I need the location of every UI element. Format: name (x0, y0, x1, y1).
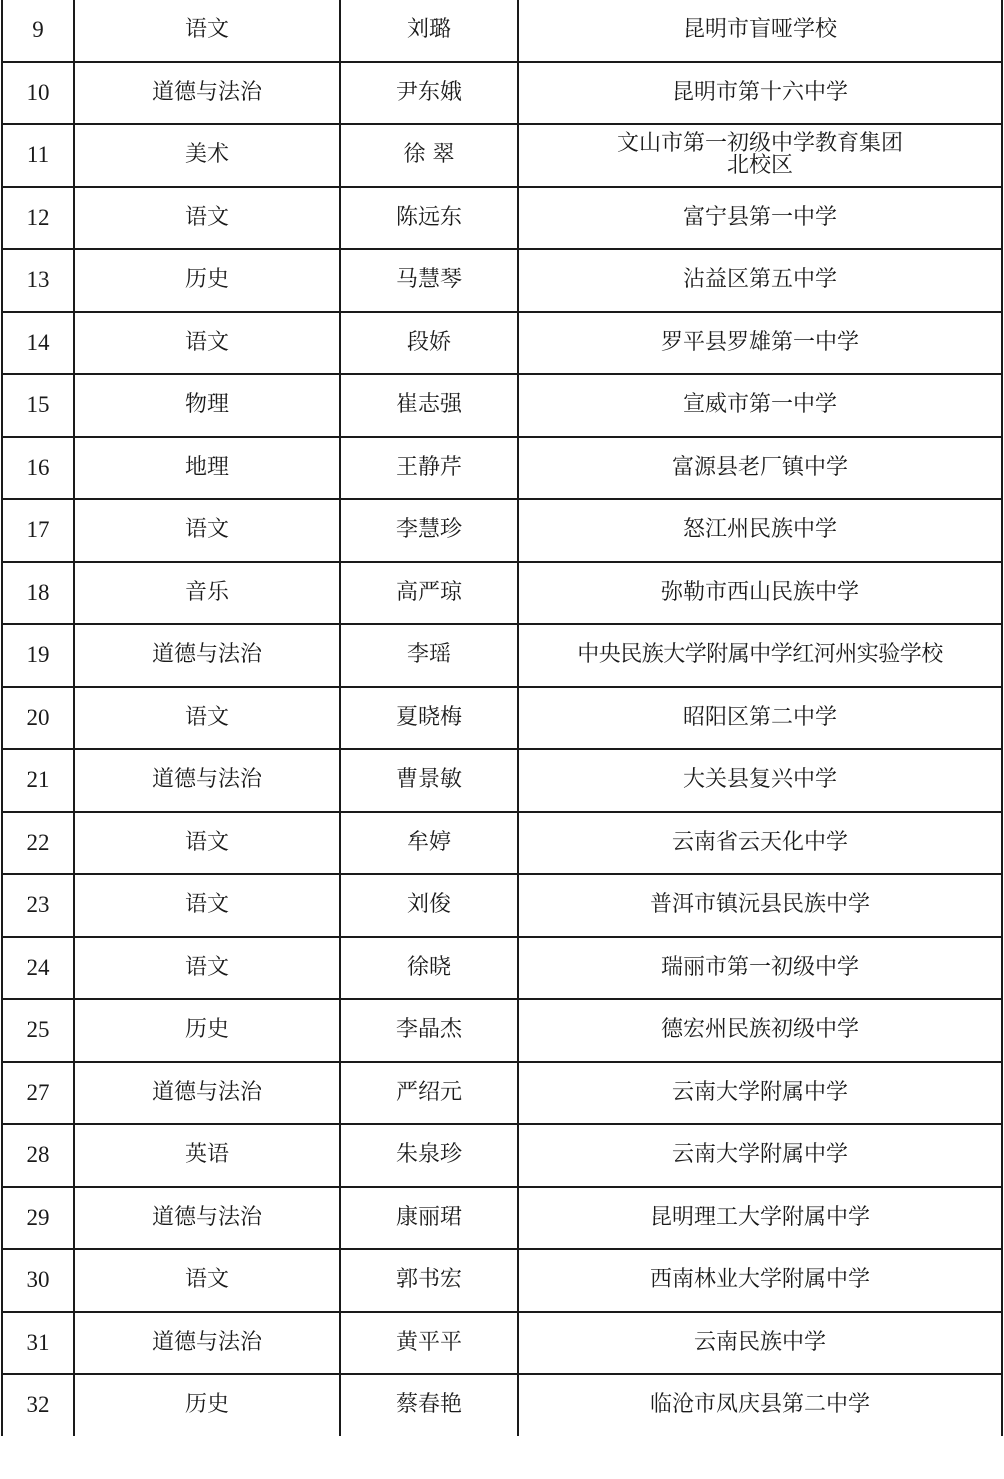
row-number: 12 (2, 187, 74, 250)
teacher-name-cell: 蔡春艳 (340, 1374, 518, 1436)
school-cell: 云南大学附属中学 (518, 1124, 1002, 1187)
row-number: 22 (2, 812, 74, 875)
teacher-name-cell: 刘俊 (340, 874, 518, 937)
school-cell: 昆明市盲哑学校 (518, 0, 1002, 62)
teacher-name-cell: 康丽珺 (340, 1187, 518, 1250)
table-row (2, 374, 1002, 437)
teacher-name-cell: 牟婷 (340, 812, 518, 875)
row-number: 13 (2, 249, 74, 312)
school-cell: 云南省云天化中学 (518, 812, 1002, 875)
subject-cell: 语文 (74, 812, 340, 875)
teacher-name-cell: 徐 翠 (340, 124, 518, 187)
table-row (2, 687, 1002, 750)
table-row (2, 1312, 1002, 1375)
school-cell: 云南民族中学 (518, 1312, 1002, 1375)
subject-cell: 道德与法治 (74, 1187, 340, 1250)
school-cell: 中央民族大学附属中学红河州实验学校 (518, 624, 1002, 687)
school-cell: 沾益区第五中学 (518, 249, 1002, 312)
school-cell: 怒江州民族中学 (518, 499, 1002, 562)
school-cell: 弥勒市西山民族中学 (518, 562, 1002, 625)
school-cell: 宣威市第一中学 (518, 374, 1002, 437)
teacher-name-cell: 王静芹 (340, 437, 518, 500)
subject-cell: 美术 (74, 124, 340, 187)
row-number: 30 (2, 1249, 74, 1312)
row-number: 20 (2, 687, 74, 750)
row-number: 18 (2, 562, 74, 625)
teacher-name-cell: 段娇 (340, 312, 518, 375)
roster-body (2, 0, 1002, 1436)
subject-cell: 语文 (74, 937, 340, 1000)
school-cell: 普洱市镇沅县民族中学 (518, 874, 1002, 937)
subject-cell: 道德与法治 (74, 1062, 340, 1125)
table-row (2, 1124, 1002, 1187)
table-row (2, 187, 1002, 250)
school-cell: 昆明理工大学附属中学 (518, 1187, 1002, 1250)
teacher-name-cell: 刘璐 (340, 0, 518, 62)
subject-cell: 音乐 (74, 562, 340, 625)
subject-cell: 历史 (74, 249, 340, 312)
school-cell: 大关县复兴中学 (518, 749, 1002, 812)
subject-cell: 物理 (74, 374, 340, 437)
row-number: 25 (2, 999, 74, 1062)
row-number: 29 (2, 1187, 74, 1250)
table-row (2, 249, 1002, 312)
row-number: 31 (2, 1312, 74, 1375)
row-number: 9 (2, 0, 74, 62)
teacher-name-cell: 夏晓梅 (340, 687, 518, 750)
row-number: 10 (2, 62, 74, 125)
teacher-name-cell: 黄平平 (340, 1312, 518, 1375)
teacher-name-cell: 李瑶 (340, 624, 518, 687)
table-row (2, 0, 1002, 62)
subject-cell: 道德与法治 (74, 62, 340, 125)
teacher-name-cell: 徐晓 (340, 937, 518, 1000)
school-cell: 西南林业大学附属中学 (518, 1249, 1002, 1312)
teacher-name-cell: 马慧琴 (340, 249, 518, 312)
row-number: 16 (2, 437, 74, 500)
school-cell: 瑞丽市第一初级中学 (518, 937, 1002, 1000)
subject-cell: 语文 (74, 1249, 340, 1312)
subject-cell: 语文 (74, 687, 340, 750)
teacher-name-cell: 陈远东 (340, 187, 518, 250)
teacher-name-cell: 曹景敏 (340, 749, 518, 812)
row-number: 21 (2, 749, 74, 812)
school-cell: 富宁县第一中学 (518, 187, 1002, 250)
table-row (2, 1062, 1002, 1125)
subject-cell: 英语 (74, 1124, 340, 1187)
school-cell: 临沧市凤庆县第二中学 (518, 1374, 1002, 1436)
teacher-name-cell: 尹东娥 (340, 62, 518, 125)
table-row (2, 749, 1002, 812)
school-cell: 富源县老厂镇中学 (518, 437, 1002, 500)
subject-cell: 地理 (74, 437, 340, 500)
table-row (2, 937, 1002, 1000)
teacher-name-cell: 高严琼 (340, 562, 518, 625)
subject-cell: 语文 (74, 874, 340, 937)
subject-cell: 道德与法治 (74, 749, 340, 812)
school-cell: 昭阳区第二中学 (518, 687, 1002, 750)
row-number: 17 (2, 499, 74, 562)
table-row (2, 624, 1002, 687)
school-text: 文山市第一初级中学教育集团北校区 (616, 131, 903, 179)
row-number: 28 (2, 1124, 74, 1187)
table-row (2, 1374, 1002, 1436)
teacher-roster-table (1, 0, 1003, 1436)
school-cell: 罗平县罗雄第一中学 (518, 312, 1002, 375)
teacher-name-cell: 李慧珍 (340, 499, 518, 562)
row-number: 15 (2, 374, 74, 437)
teacher-name-cell: 朱泉珍 (340, 1124, 518, 1187)
table-row (2, 999, 1002, 1062)
row-number: 27 (2, 1062, 74, 1125)
row-number: 11 (2, 124, 74, 187)
subject-cell: 道德与法治 (74, 1312, 340, 1375)
teacher-name-cell: 郭书宏 (340, 1249, 518, 1312)
subject-cell: 历史 (74, 1374, 340, 1436)
school-cell: 德宏州民族初级中学 (518, 999, 1002, 1062)
table-row (2, 1249, 1002, 1312)
row-number: 14 (2, 312, 74, 375)
school-cell (518, 124, 1002, 187)
subject-cell: 语文 (74, 312, 340, 375)
row-number: 24 (2, 937, 74, 1000)
table-row (2, 62, 1002, 125)
subject-cell: 道德与法治 (74, 624, 340, 687)
row-number: 32 (2, 1374, 74, 1436)
teacher-name-cell: 李晶杰 (340, 999, 518, 1062)
table-row (2, 124, 1002, 187)
table-row (2, 562, 1002, 625)
subject-cell: 语文 (74, 499, 340, 562)
row-number: 19 (2, 624, 74, 687)
table-row (2, 312, 1002, 375)
table-row (2, 437, 1002, 500)
subject-cell: 历史 (74, 999, 340, 1062)
row-number: 23 (2, 874, 74, 937)
school-cell: 昆明市第十六中学 (518, 62, 1002, 125)
table-row (2, 1187, 1002, 1250)
teacher-name-cell: 崔志强 (340, 374, 518, 437)
subject-cell: 语文 (74, 0, 340, 62)
teacher-name-cell: 严绍元 (340, 1062, 518, 1125)
table-row (2, 499, 1002, 562)
subject-cell: 语文 (74, 187, 340, 250)
school-cell: 云南大学附属中学 (518, 1062, 1002, 1125)
table-row (2, 874, 1002, 937)
table-row (2, 812, 1002, 875)
